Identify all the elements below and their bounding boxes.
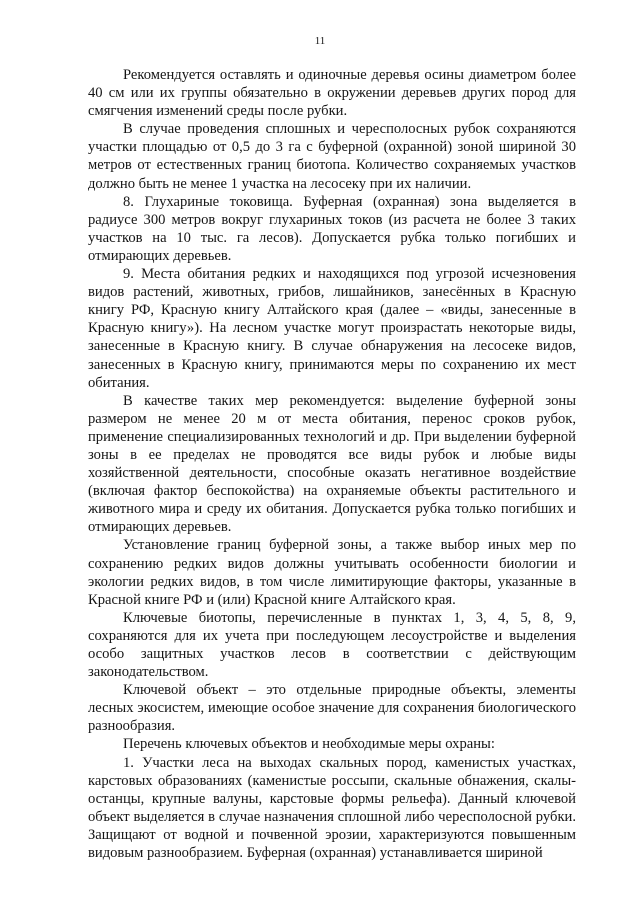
page-number: 11 [314, 35, 326, 47]
paragraph: Перечень ключевых объектов и необходимые меры охраны: [123, 736, 495, 753]
paragraph: Ключевые биотопы, перечисленные в пунктах 1, 3, 4, 5, 8, 9, сохраняются для их учета при последующем лесоустройстве и выделения особо защитных участков лесов в соответствии с действующим законодательством. [88, 609, 576, 681]
paragraph: 1. Участки леса на выходах скальных пород, каменистых участках, карстовых образованиях (каменистые россыпи, скальные обнажения, скалы-останцы, крупные валуны, карстовые формы рельефа). Данный ключевой объект выделяется в случае назначения сплошной либо чересполосной рубки. Защищают от водной и почвенной эрозии, характеризуются повышенным видовым разнообразием. Буферная (охранная) устанавливается шириной [88, 754, 576, 862]
paragraph: 9. Места обитания редких и находящихся под угрозой исчезновения видов растений, животных, грибов, лишайников, занесённых в Красную книгу РФ, Красную книгу Алтайского края (далее – «виды, занесенные в Красную книгу»). На лесном участке могут произрастать некоторые виды, занесенные в Красную книгу. В случае обнаружения на лесосеке видов, занесенных в Красную книгу, принимаются меры по сохранению их мест обитания. [88, 266, 576, 391]
paragraph: 8. Глухариные токовища. Буферная (охранная) зона выделяется в радиусе 300 метров вокруг глухариных токов (из расчета не более 3 таких участков на 10 тыс. га лесов). Допускается рубка только погибших и отмирающих деревьев. [88, 193, 576, 264]
paragraph: Рекомендуется оставлять и одиночные деревья осины диаметром более 40 см или их группы обязательно в окружении деревьев других пород для смягчения изменений среды после рубки. [88, 67, 576, 120]
paragraph: Ключевой объект – это отдельные природные объекты, элементы лесных экосистем, имеющие особое значение для сохранения биологического разнообразия. [88, 682, 576, 735]
paragraph: В случае проведения сплошных и чересполосных рубок сохраняются участки площадью от 0,5 до 3 га с буферной (охранной) зоной шириной 30 метров от естественных границ биотопа. Количество сохраняемых участков должно быть не менее 1 участка на лесосеку при их наличии. [88, 121, 576, 192]
paragraph: Установление границ буферной зоны, а также выбор иных мер по сохранению редких видов должны учитывать особенности биологии и экологии редких видов, в том числе лимитирующие факторы, указанные в Красной книге РФ и (или) Красной книге Алтайского края. [88, 537, 576, 608]
paragraph: В качестве таких мер рекомендуется: выделение буферной зоны размером не менее 20 м от места обитания, перенос сроков рубок, применение специализированных технологий и др. При выделении буферной зоны в ее пределах не проводятся все виды рубок и любые виды хозяйственной деятельности, способные оказать негативное воздействие (включая фактор беспокойства) на охраняемые объекты растительного и животного мира и среду их обитания. Допускается рубка только погибших и отмирающих деревьев. [88, 392, 576, 536]
document-body [88, 66, 576, 862]
